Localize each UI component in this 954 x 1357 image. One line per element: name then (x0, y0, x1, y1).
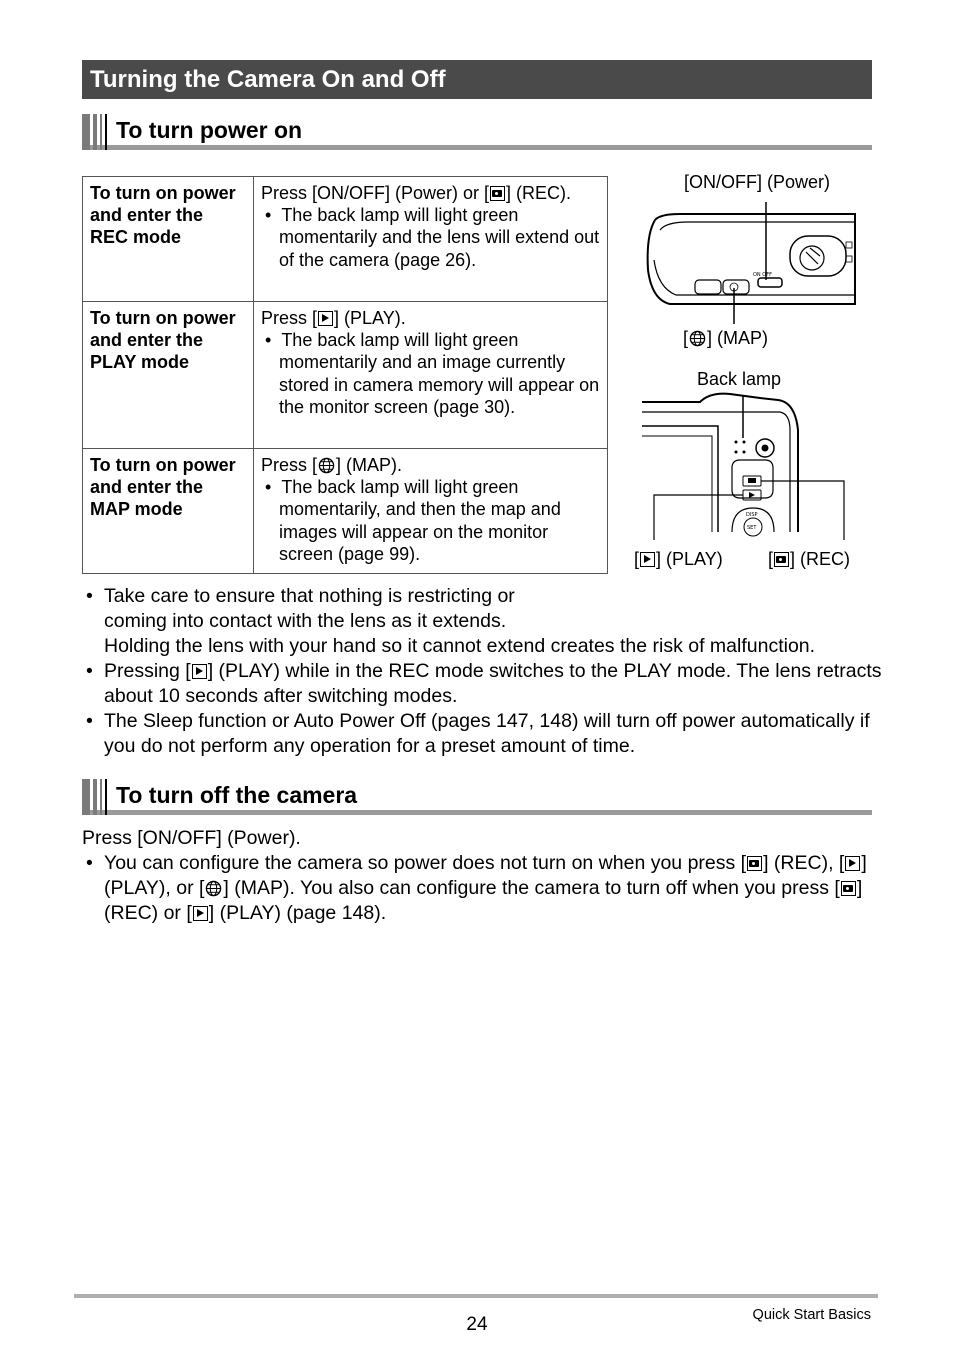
bracket-text: [ (683, 328, 689, 348)
subheading-power-off (82, 779, 872, 815)
row-note-text: The back lamp will light green momentarily and an image currently stored in camera memory will appear on the monitor screen (page 30). (279, 330, 600, 417)
footer-section: Quick Start Basics (752, 1307, 871, 1323)
press-text: ] (REC). (506, 183, 572, 203)
row-description (254, 302, 608, 449)
list-item (82, 584, 882, 659)
set-mark: SET (747, 525, 757, 531)
note-text: ] (REC), [ (763, 852, 845, 874)
map-label-text: ] (MAP) (707, 328, 769, 348)
list-item (82, 659, 882, 709)
back-lamp-label: Back lamp (697, 369, 782, 389)
note-text: coming into contact with the lens as it extends. (104, 610, 507, 632)
power-off-press: Press [ON/OFF] (Power). (82, 827, 301, 849)
heading-marks-icon (82, 779, 110, 815)
list-item (82, 851, 882, 926)
rec-label (768, 548, 850, 570)
play-label-text: ] (PLAY) (656, 549, 723, 569)
footer-divider (74, 1294, 878, 1298)
row-note: • The back lamp will light green momentarily and the lens will extend out of the camera (page 26). (265, 205, 600, 270)
section-title-text: Turning the Camera On and Off (90, 66, 446, 93)
press-text: Press [ (261, 455, 318, 475)
play-icon (640, 552, 655, 567)
row-note: • The back lamp will light green momentarily and an image currently stored in camera memory will appear on the monitor screen (page 30). (265, 330, 600, 417)
onoff-label: [ON/OFF] (Power) (684, 172, 831, 192)
table-row (83, 177, 608, 302)
rec-label-text: ] (REC) (790, 549, 851, 569)
note-text: ] (PLAY) while in the REC mode switches to the PLAY mode. The lens retracts about 10 seconds after switching modes. (104, 660, 882, 707)
camera-back-illustration (640, 390, 855, 540)
map-globe-icon (689, 330, 706, 347)
camera-rec-icon (490, 186, 505, 201)
row-note-text: The back lamp will light green momentarily and the lens will extend out of the camera (page 26). (279, 205, 600, 270)
subheading-power-on-text: To turn power on (116, 117, 303, 143)
map-globe-icon (205, 880, 222, 897)
note-text: You can configure the camera so power does not turn on when you press [ (104, 852, 747, 874)
play-label (634, 548, 723, 570)
row-label: To turn on power and enter the MAP mode (83, 449, 254, 574)
note-text: ] (PLAY), or [ (104, 852, 867, 899)
onoff-mark: ON OFF (753, 272, 772, 278)
row-note-text: The back lamp will light green momentarily, and then the map and images will appear on the monitor screen (page 99). (279, 477, 561, 564)
bracket-text: [ (768, 549, 774, 569)
press-text: Press [ (261, 308, 318, 328)
row-label: To turn on power and enter the REC mode (83, 177, 254, 302)
notes-list (82, 584, 882, 759)
play-icon (318, 311, 333, 326)
map-label (683, 327, 768, 349)
bracket-text: [ (634, 549, 640, 569)
play-icon (845, 856, 860, 871)
callout-lines (640, 200, 860, 330)
camera-rec-icon (841, 881, 856, 896)
row-description (254, 177, 608, 302)
section-title (82, 60, 872, 99)
note-text: Take care to ensure that nothing is restricting or (104, 585, 515, 607)
row-description (254, 449, 608, 574)
list-item (82, 709, 882, 759)
camera-rec-icon (747, 856, 762, 871)
heading-marks-icon (82, 114, 110, 150)
note-text: Pressing [ (104, 660, 191, 682)
disp-mark: DISP (746, 512, 758, 518)
press-text: ] (MAP). (336, 455, 403, 475)
map-globe-icon (318, 457, 335, 474)
play-icon (193, 906, 208, 921)
press-text: ] (PLAY). (334, 308, 406, 328)
row-label: To turn on power and enter the PLAY mode (83, 302, 254, 449)
page-number: 24 (466, 1314, 488, 1335)
play-icon (192, 664, 207, 679)
subheading-power-off-text: To turn off the camera (116, 782, 358, 808)
note-text: ] (PLAY) (page 148). (208, 902, 387, 924)
note-text: Holding the lens with your hand so it cannot extend creates the risk of malfunction. (104, 635, 816, 657)
row-note: • The back lamp will light green momentarily, and then the map and images will appear on the monitor screen (page 99). (265, 477, 561, 564)
note-text: The Sleep function or Auto Power Off (pages 147, 148) will turn off power automatically if you do not perform any operation for a preset amount of time. (104, 710, 870, 757)
note-text: ] (MAP). You also can configure the camera to turn off when you press [ (223, 877, 840, 899)
note-text: ] (REC) or [ (104, 877, 863, 924)
subheading-power-on (82, 114, 872, 150)
power-off-list (82, 851, 882, 926)
power-on-table (82, 176, 608, 574)
press-text: Press [ON/OFF] (Power) or [ (261, 183, 490, 203)
table-row (83, 449, 608, 574)
camera-rec-icon (774, 552, 789, 567)
table-row (83, 302, 608, 449)
